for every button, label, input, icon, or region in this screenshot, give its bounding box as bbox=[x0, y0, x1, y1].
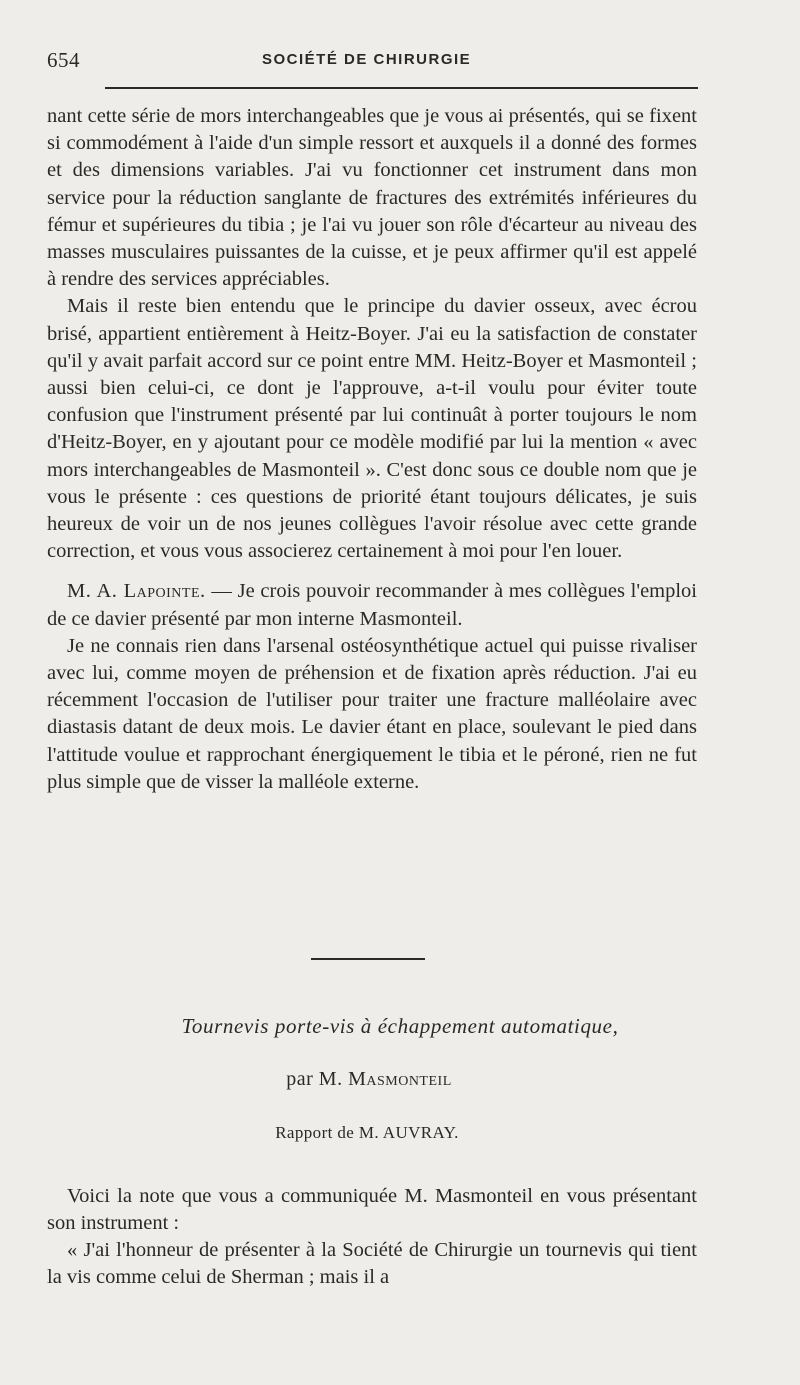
report-line: Rapport de M. AUVRAY. bbox=[275, 1123, 459, 1142]
discussion-section bbox=[47, 103, 697, 796]
article-title: Tournevis porte-vis à échappement automatique, bbox=[181, 1014, 619, 1038]
paragraph-quote: « J'ai l'honneur de présenter à la Société de Chirurgie un tournevis qui tient la vis comme celui de Sherman ; mais il a bbox=[47, 1239, 697, 1288]
running-head: SOCIÉTÉ DE CHIRURGIE bbox=[262, 51, 472, 68]
paragraph-lapointe bbox=[47, 578, 697, 632]
paragraph-fracture-case: Je ne connais rien dans l'arsenal ostéosynthétique actuel qui puisse rivaliser avec lui, comme moyen de préhension et de fixation après réduction. J'ai eu récemment l'occasion de l'utiliser pour traiter une fracture malléolaire avec diastasis datant de deux mois. Le davier étant en place, soulevant le pied dans l'attitude voulue et rapprochant énergiquement le tibia et le péroné, rien ne fut plus simple que de visser la malléole externe. bbox=[47, 634, 697, 793]
page-header bbox=[47, 44, 697, 74]
article-body bbox=[47, 1183, 697, 1291]
author-name: Masmonteil bbox=[348, 1068, 452, 1090]
paragraph-priority: Mais il reste bien entendu que le principe du davier osseux, avec écrou brisé, appartient entièrement à Heitz-Boyer. J'ai eu la satisfaction de constater qu'il y avait parfait accord sur ce point entre MM. Heitz-Boyer et Masmonteil ; aussi bien celui-ci, ce dont je l'approuve, a-t-il voulu pour éviter toute confusion que l'instrument présenté par lui continuât à porter toujours le nom d'Heitz-Boyer, en y ajoutant pour ce modèle modifié par lui la mention « avec mors interchangeables de Masmonteil ». C'est donc sous ce double nom que je vous le présente : ces questions de priorité étant toujours délicates, je suis heureux de voir un de nos jeunes collègues l'avoir résolue avec cette grande correction, et vous vous associerez certainement à moi pour l'en louer. bbox=[47, 295, 697, 563]
paragraph-intro: Voici la note que vous a communiquée M. Masmonteil en vous présentant son instrument : bbox=[47, 1185, 697, 1234]
page-number: 654 bbox=[47, 48, 80, 72]
header-rule bbox=[105, 87, 698, 89]
article-author bbox=[0, 1068, 738, 1091]
speaker-name: M. A. Lapointe. bbox=[67, 580, 206, 603]
speaker-remark: — Je crois pouvoir recommander à mes collègues l'emploi de ce davier présenté par mon interne Masmonteil. bbox=[47, 580, 698, 630]
section-separator bbox=[311, 958, 425, 960]
author-prefix: par M. bbox=[286, 1068, 349, 1090]
paragraph-continuation: nant cette série de mors interchangeables que je vous ai présentés, qui se fixent si commodément à l'aide d'un simple ressort et auxquels il a donné des formes et des dimensions variables. J'ai vu fonctionner cet instrument dans mon service pour la réduction sanglante de fractures des extrémités inférieures du fémur et supérieures du tibia ; je l'ai vu jouer son rôle d'écarteur au niveau des masses musculaires puissantes de la cuisse, et je peux affirmer qu'il est appelé à rendre des services appréciables. bbox=[47, 105, 697, 291]
